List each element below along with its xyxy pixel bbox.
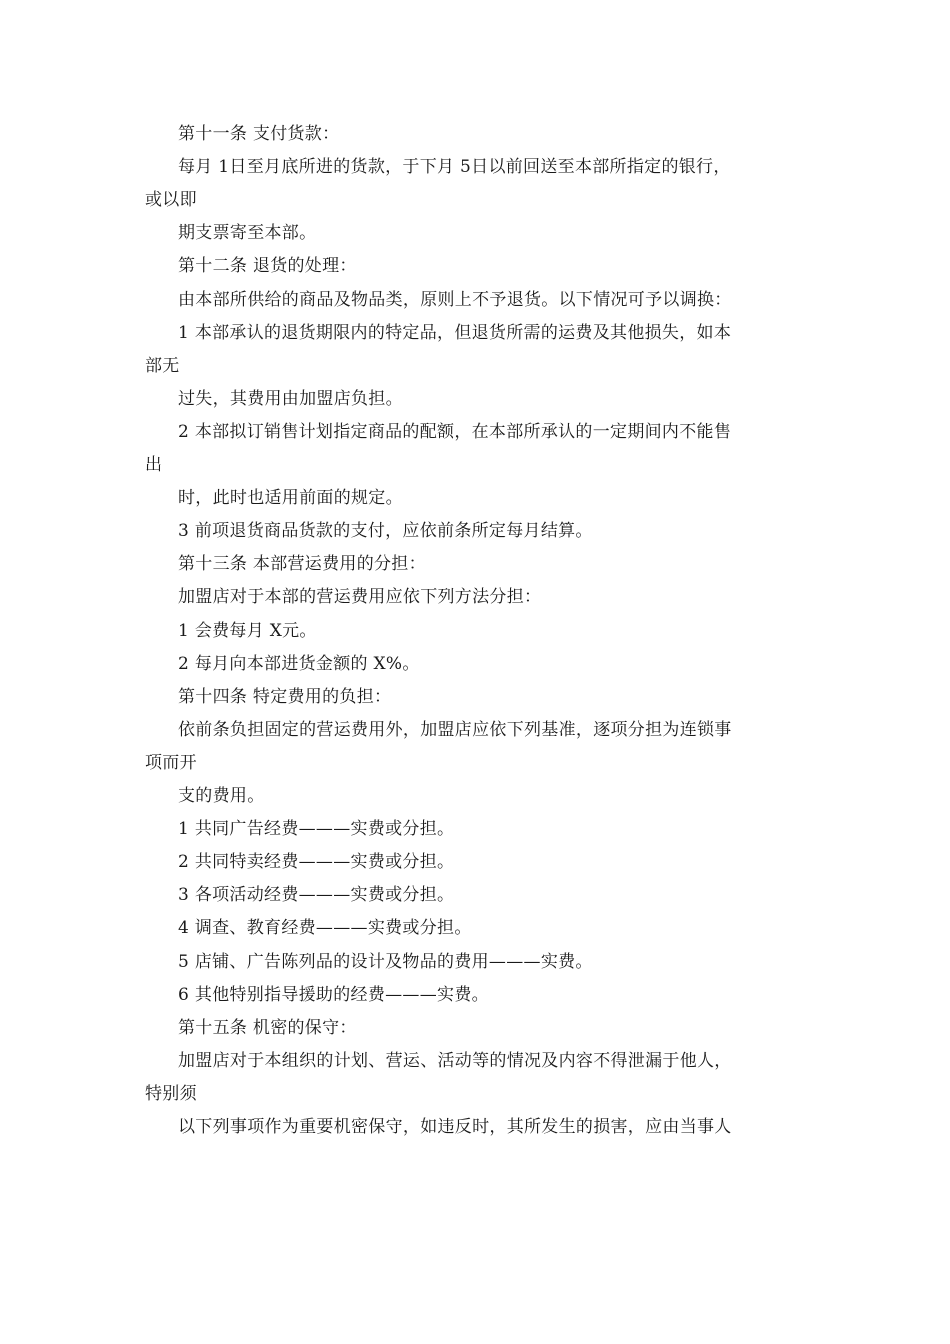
text-line: 第十一条 支付货款： [178, 124, 340, 144]
text-line: 2 每月向本部进货金额的 X%。 [178, 654, 420, 674]
text-line: 第十四条 特定费用的负担： [178, 687, 392, 707]
text-line: 5 店铺、广告陈列品的设计及物品的费用———实费。 [178, 952, 593, 972]
text-line: 部无 [145, 356, 180, 376]
text-line: 1 会费每月 X元。 [178, 621, 317, 641]
text-line: 2 共同特卖经费———实费或分担。 [178, 852, 455, 872]
text-line: 过失，其费用由加盟店负担。 [178, 389, 403, 409]
text-line: 第十二条 退货的处理： [178, 256, 357, 276]
text-line: 依前条负担固定的营运费用外，加盟店应依下列基准，逐项分担为连锁事 [178, 720, 732, 740]
text-line: 或以即 [145, 190, 197, 210]
text-line: 特别须 [145, 1084, 197, 1104]
text-line: 支的费用。 [178, 786, 265, 806]
text-line: 3 各项活动经费———实费或分担。 [178, 885, 455, 905]
text-line: 1 共同广告经费———实费或分担。 [178, 819, 455, 839]
text-line: 加盟店对于本组织的计划、营运、活动等的情况及内容不得泄漏于他人， [178, 1051, 732, 1071]
text-line: 1 本部承认的退货期限内的特定品，但退货所需的运费及其他损失，如本 [178, 323, 732, 343]
text-line: 6 其他特别指导援助的经费———实费。 [178, 985, 489, 1005]
text-line: 每月 1日至月底所进的货款，于下月 5日以前回送至本部所指定的银行， [178, 157, 731, 177]
text-line: 出 [145, 455, 163, 475]
text-line: 期支票寄至本部。 [178, 223, 317, 243]
text-line: 4 调查、教育经费———实费或分担。 [178, 918, 472, 938]
text-line: 由本部所供给的商品及物品类，原则上不予退货。以下情况可予以调换： [178, 290, 732, 310]
text-line: 3 前项退货商品货款的支付，应依前条所定每月结算。 [178, 521, 593, 541]
text-line: 第十五条 机密的保守： [178, 1018, 357, 1038]
text-line: 项而开 [145, 753, 197, 773]
text-line: 加盟店对于本部的营运费用应依下列方法分担： [178, 587, 542, 607]
text-line: 以下列事项作为重要机密保守，如违反时，其所发生的损害，应由当事人 [178, 1117, 732, 1137]
text-line: 第十三条 本部营运费用的分担： [178, 554, 426, 574]
text-line: 时，此时也适用前面的规定。 [178, 488, 403, 508]
text-line: 2 本部拟订销售计划指定商品的配额，在本部所承认的一定期间内不能售 [178, 422, 732, 442]
